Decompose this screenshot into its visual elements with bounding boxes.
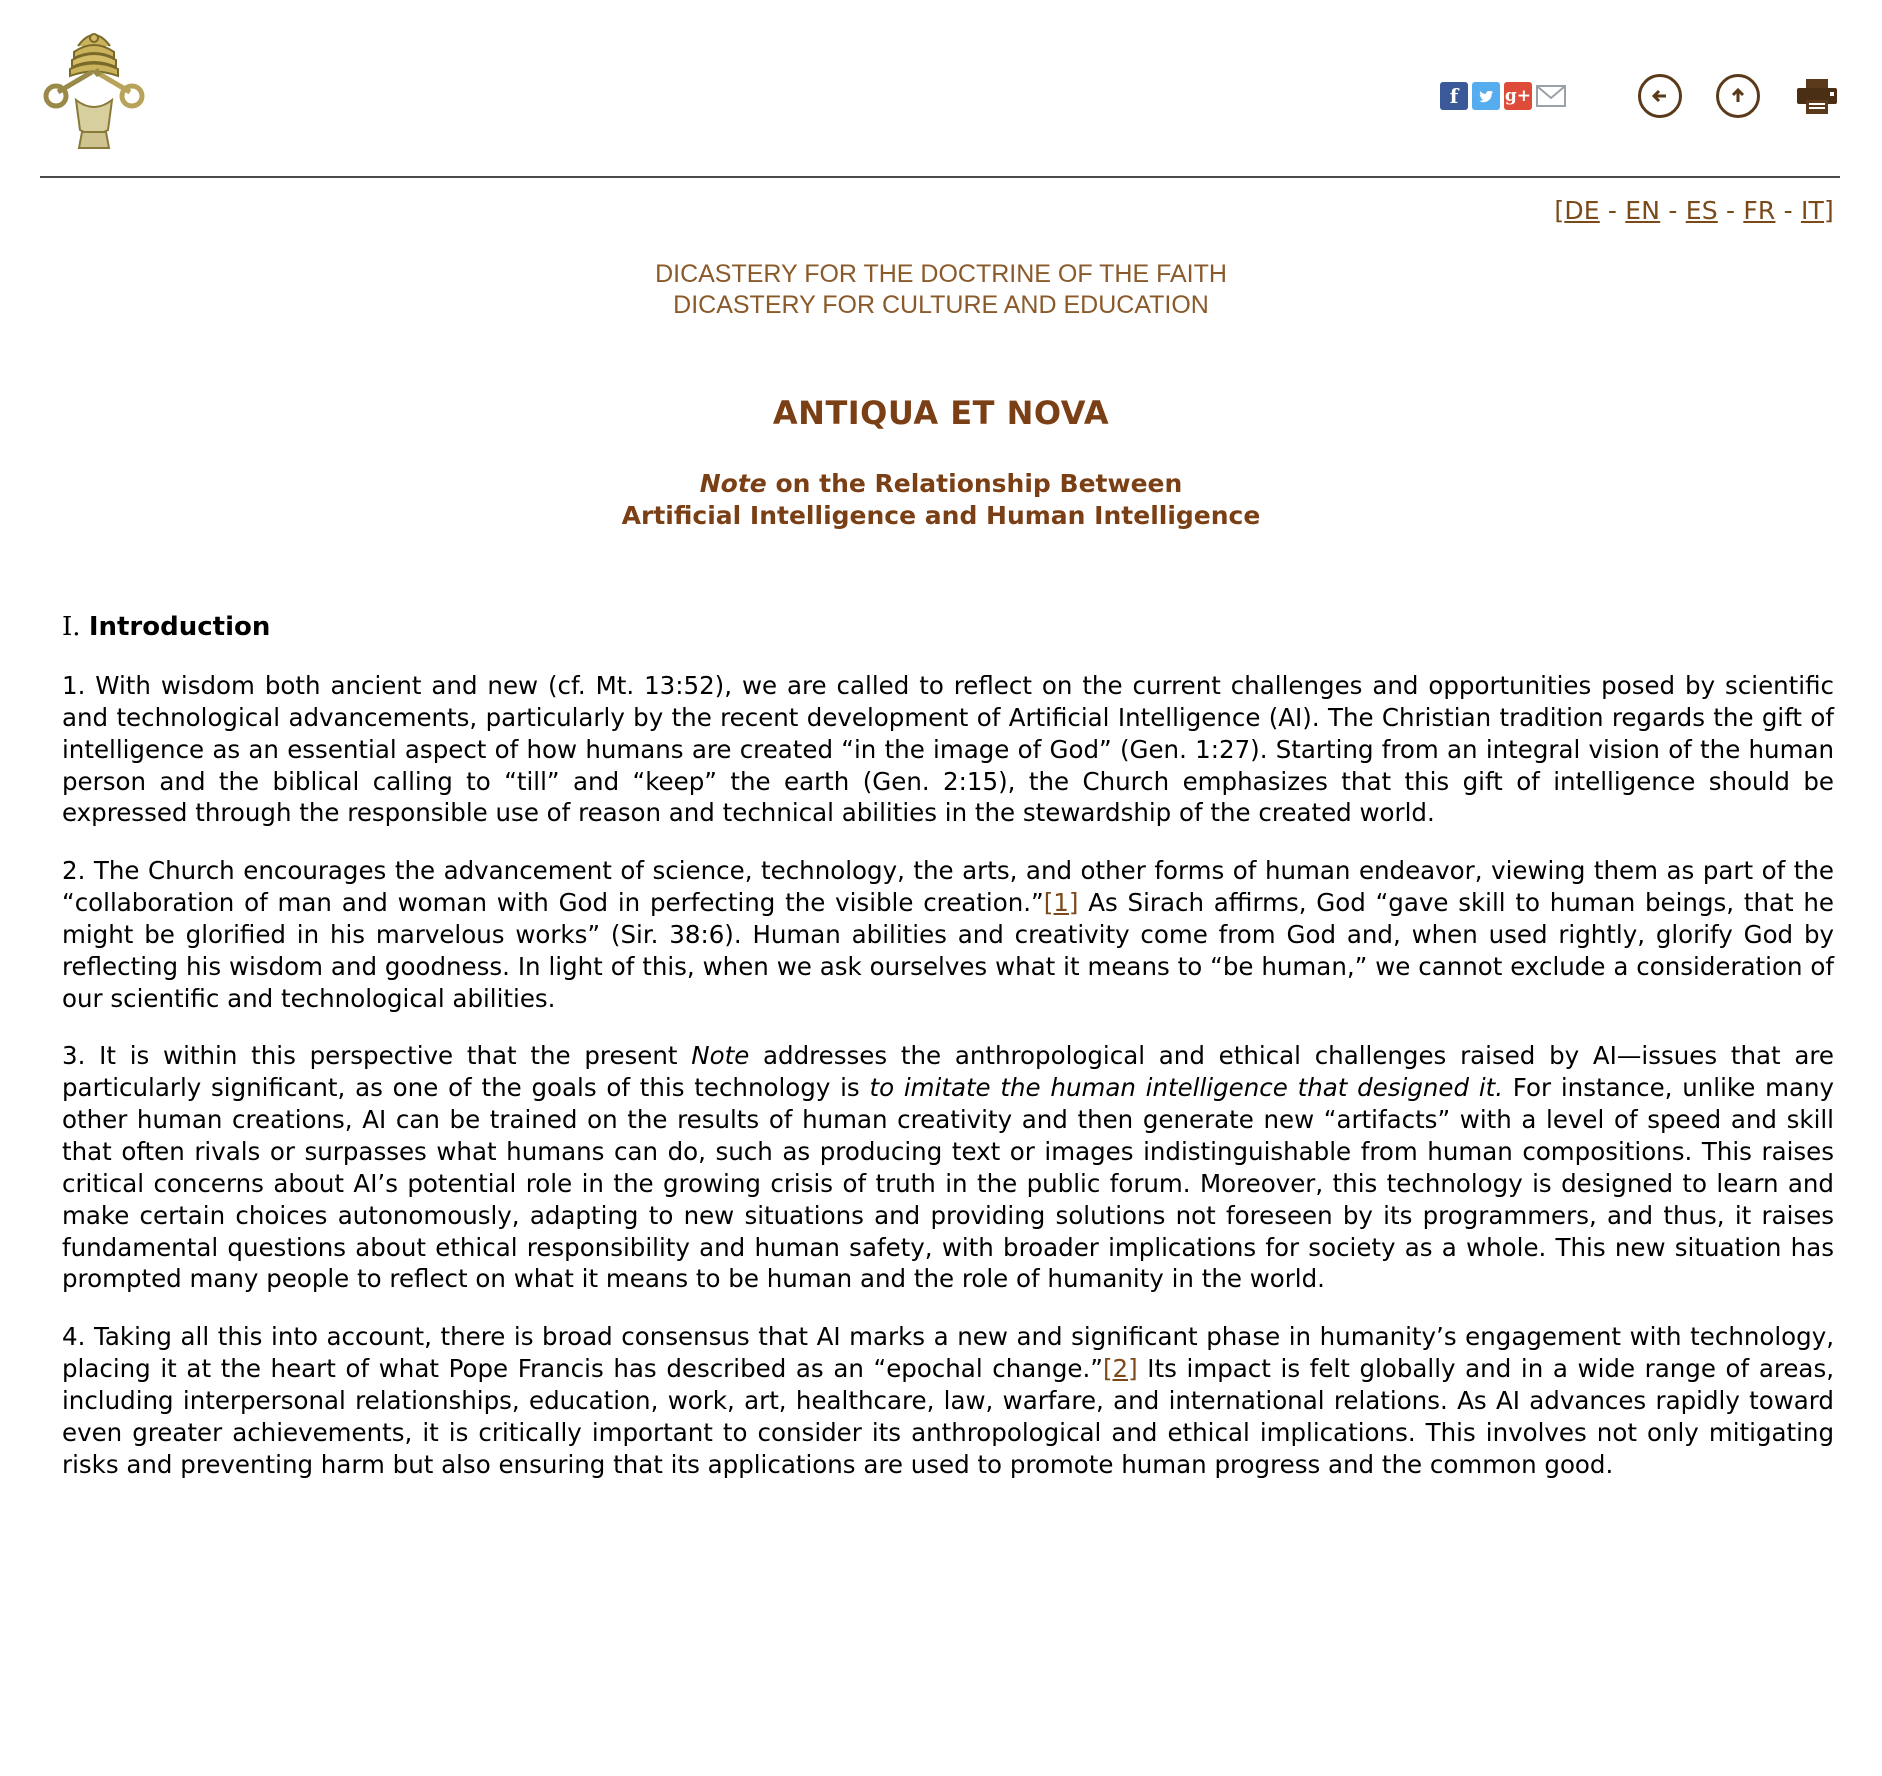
section-title: Introduction (88, 612, 271, 642)
subtitle-line-1-rest: on the Relationship Between (766, 469, 1183, 498)
lang-link-en[interactable]: EN (1625, 196, 1661, 225)
paragraph-4-part-b: Its impact is felt globally and in a wide range of areas, including interpersonal relationships, education, work, art, healthcare, law, warfare, and international relations. As AI advances rapidly toward even greater achievements, it is critically important to consider its anthropological and ethical implications. This involves not only mitigating risks and preventing harm but also ensuring that its applications are used to promote human progress and the common good. (62, 1354, 1835, 1479)
lang-separator: - (1660, 196, 1686, 225)
paragraph-2-part-a: 2. The Church encourages the advancement of science, technology, the arts, and other forms of human endeavor, viewing them as part of the “collaboration of man and woman with God in perfecting the visible creation.” (62, 856, 1834, 918)
header-actions (1440, 74, 1840, 118)
bracket-close: ] (1824, 196, 1834, 225)
paragraph-3-italic-1: Note (691, 1041, 750, 1071)
facebook-icon[interactable]: f (1440, 82, 1468, 110)
lang-separator: - (1775, 196, 1801, 225)
paragraph-3-part-c: For instance, unlike many other human creations, AI can be trained on the results of human creativity and then generate new “artifacts” with a level of speed and skill that often rivals or surpasses what humans can do, such as producing text or images indistinguishable from human compositions. This raises critical concerns about AI’s potential role in the growing crisis of truth in the public forum. Moreover, this technology is designed to learn and make certain choices autonomously, adapting to new situations and providing solutions not foreseen by its programmers, and thus, it raises fundamental questions about ethical responsibility and human safety, with broader implications for society as a whole. This new situation has prompted many people to reflect on what it means to be human and the role of humanity in the world. (62, 1073, 1834, 1294)
header-nav-group (1638, 74, 1840, 118)
arrow-left-circle-icon[interactable] (1638, 74, 1682, 118)
site-header (0, 0, 1882, 176)
subtitle-line-2: Artificial Intelligence and Human Intelligence (621, 501, 1261, 530)
paragraph-3-italic-2: to imitate the human intelligence that designed it. (869, 1073, 1504, 1103)
language-selector (0, 178, 1882, 225)
lang-link-it[interactable]: IT (1800, 196, 1825, 225)
paragraph-2-part-b: As Sirach affirms, God “gave skill to human beings, that he might be glorified in his marvelous works” (Sir. 38:6). Human abilities and creativity come from God and, when used rightly, glorify God by reflecting his wisdom and goodness. In light of this, when we ask ourselves what it means to “be human,” we cannot exclude a consideration of our scientific and technological abilities. (62, 888, 1834, 1013)
email-icon[interactable] (1536, 82, 1566, 110)
section-heading (62, 612, 1834, 642)
paragraph-3 (62, 1040, 1834, 1295)
masthead-line-1: DICASTERY FOR THE DOCTRINE OF THE FAITH (655, 260, 1227, 288)
page-title: ANTIQUA ET NOVA (772, 394, 1110, 432)
paragraph-1: 1. With wisdom both ancient and new (cf. Mt. 13:52), we are called to reflect on the current challenges and opportunities posed by scientific and technological advancements, particularly by the recent development of Artificial Intelligence (AI). The Christian tradition regards the gift of intelligence as an essential aspect of how humans are created “in the image of God” (Gen. 1:27). Starting from an integral vision of the human person and the biblical calling to “till” and “keep” the earth (Gen. 2:15), the Church emphasizes that this gift of intelligence should be expressed through the responsible use of reason and technical abilities in the stewardship of the created world. (62, 671, 1834, 828)
google-plus-icon[interactable]: g+ (1504, 82, 1532, 110)
dicastery-masthead (0, 259, 1882, 320)
lang-link-fr[interactable]: FR (1743, 196, 1776, 225)
paragraph-3-part-a: 3. It is within this perspective that the present (62, 1041, 692, 1071)
arrow-up-circle-icon[interactable] (1716, 74, 1760, 118)
paragraph-4-part-a: 4. Taking all this into account, there is broad consensus that AI marks a new and significant phase in humanity’s engagement with technology, placing it at the heart of what Pope Francis has described as an “epochal change.” (62, 1322, 1834, 1384)
lang-link-es[interactable]: ES (1685, 196, 1718, 225)
footnote-link-1[interactable]: [1] (1043, 888, 1079, 918)
paragraph-4 (62, 1321, 1834, 1480)
papal-crest-icon (34, 16, 154, 154)
lang-link-de[interactable]: DE (1564, 196, 1600, 225)
lang-separator: - (1599, 196, 1626, 225)
footnote-link-2[interactable]: [2] (1102, 1354, 1138, 1384)
document-subtitle (0, 468, 1882, 532)
subtitle-italic-word: Note (699, 469, 767, 498)
section-number: I. (62, 612, 81, 642)
masthead-line-2: DICASTERY FOR CULTURE AND EDUCATION (673, 290, 1209, 319)
social-share-group (1440, 82, 1566, 110)
paragraph-3-part-b: addresses the anthropological and ethical challenges raised by AI—issues that are particularly significant, as one of the goals of this technology is (62, 1041, 1834, 1103)
paragraph-2 (62, 855, 1834, 1014)
printer-icon[interactable] (1794, 76, 1840, 116)
twitter-icon[interactable] (1472, 82, 1500, 110)
bracket-open: [ (1554, 196, 1565, 225)
document-body (0, 612, 1882, 1480)
lang-separator: - (1717, 196, 1744, 225)
